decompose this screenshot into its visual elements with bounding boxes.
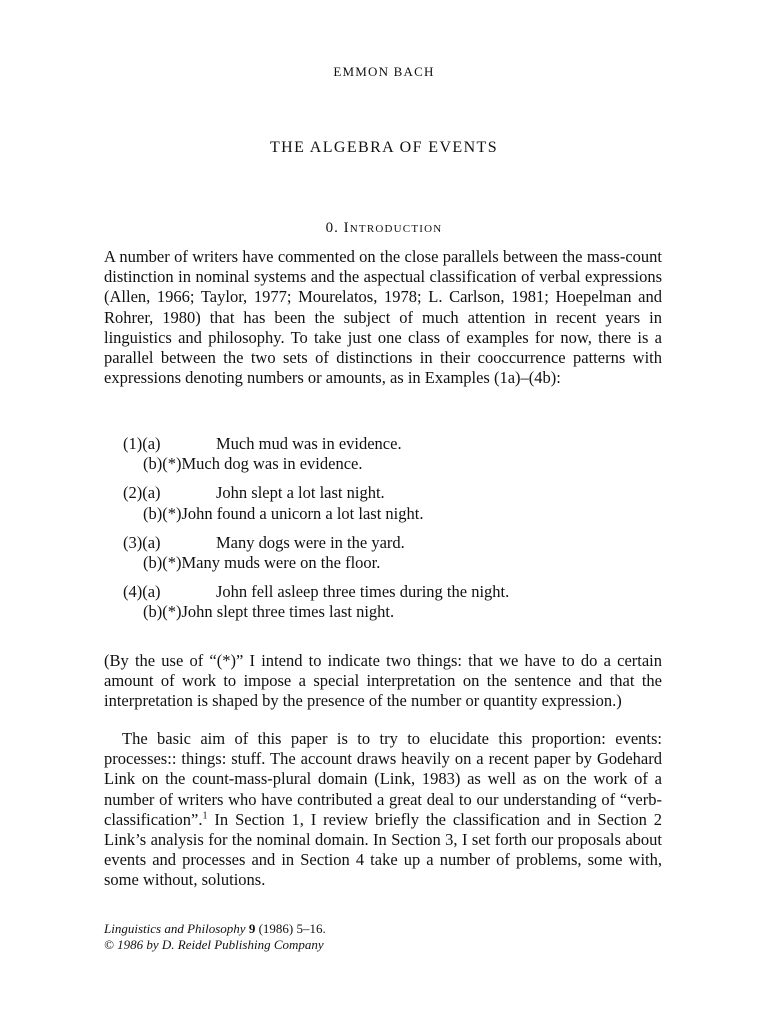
citation-line <box>104 921 326 937</box>
publication-footer <box>104 921 326 953</box>
section-title: Introduction <box>343 220 443 236</box>
example-label: (b)(*) <box>143 503 182 523</box>
aim-text: The basic aim of this paper is to try to elucidate this proportion: events: processes:: things: stuff. The account draws heavily on a recent paper by Godehard Link on the count-mass-plural domain (Link, 1983) as well as on the work of a number of writers who have contributed a great deal to our understanding of “verb-classification”. <box>104 729 662 829</box>
journal-name: Linguistics and Philosophy <box>104 921 246 936</box>
example-b <box>123 553 643 573</box>
author-name: EMMON BACH <box>333 64 435 79</box>
example-label: (1)(a) <box>123 434 161 453</box>
example-label: (b)(*) <box>143 602 182 622</box>
paper-title: THE ALGEBRA OF EVENTS <box>269 139 499 156</box>
footnote-marker[interactable]: 1 <box>202 810 208 822</box>
example-text: Many dogs were in the yard. <box>216 532 405 552</box>
example-a <box>123 582 643 602</box>
example-pair <box>123 434 643 474</box>
example-text: John found a unicorn a lot last night. <box>181 503 424 523</box>
example-text: John slept three times last night. <box>181 602 395 622</box>
example-pair <box>123 533 643 573</box>
example-text: Much dog was in evidence. <box>181 454 363 474</box>
intro-paragraph: A number of writers have commented on the close parallels between the mass-count distinction in nominal systems and the aspectual classification of verbal expressions (Allen, 1966; Taylor, 1977; Mourelatos, 1978; L. Carlson, 1981; Hoepelman and Rohrer, 1980) that has been the subject of much attention in recent years in linguistics and philosophy. To take just one class of examples for now, there is a parallel between the two sets of distinctions in their cooccurrence patterns with expressions denoting numbers or amounts, as in Examples (1a)–(4b): <box>104 247 662 388</box>
journal-volume: 9 <box>248 921 256 936</box>
example-a <box>123 533 643 553</box>
example-label: (3)(a) <box>123 532 161 552</box>
example-b <box>123 602 643 622</box>
example-label: (b)(*) <box>143 553 182 573</box>
example-a <box>123 434 643 454</box>
examples-list <box>123 434 643 632</box>
example-text: Many muds were on the floor. <box>181 553 381 573</box>
copyright-line: © 1986 by D. Reidel Publishing Company <box>104 937 324 952</box>
journal-year-pages: (1986) 5–16. <box>258 921 326 936</box>
example-label: (4)(a) <box>123 582 161 602</box>
example-label: (b)(*) <box>143 454 182 474</box>
example-text: Much mud was in evidence. <box>216 434 402 453</box>
example-text: John fell asleep three times during the night. <box>216 582 510 602</box>
note-paragraph: (By the use of “(*)” I intend to indicate two things: that we have to do a certain amount of work to impose a special interpretation on the sentence and that the interpretation is shaped by the presence of the number or quantity expression.) <box>104 651 662 711</box>
example-b <box>123 504 643 524</box>
section-number: 0. <box>325 220 339 236</box>
example-pair <box>123 582 643 622</box>
example-text: John slept a lot last night. <box>216 483 385 503</box>
example-b <box>123 454 643 474</box>
example-pair <box>123 483 643 523</box>
example-a <box>123 483 643 503</box>
example-label: (2)(a) <box>123 483 161 503</box>
aim-text-continued: In Section 1, I review briefly the classification and in Section 2 Link’s analysis for the nominal domain. In Section 3, I set forth our proposals about events and processes and in Section 4 take up a number of problems, some with, some without, solutions. <box>104 809 662 890</box>
section-heading <box>0 220 768 237</box>
aim-paragraph <box>104 729 662 891</box>
